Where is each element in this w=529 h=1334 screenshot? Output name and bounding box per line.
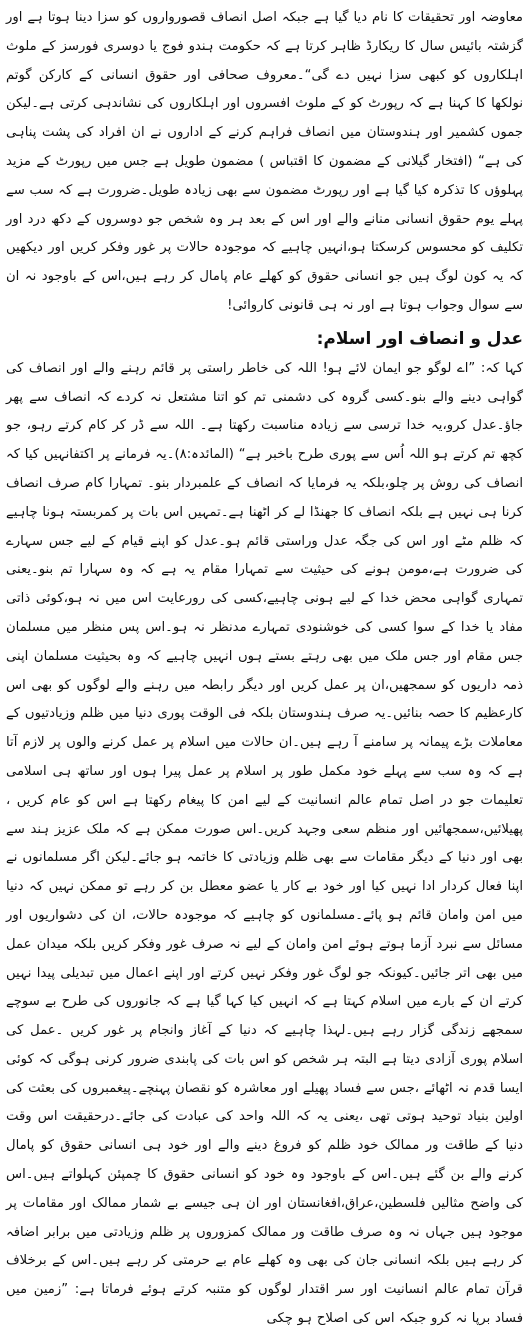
section-heading: عدل و انصاف اور اسلام: [316, 328, 523, 349]
article-paragraph-justice: کہا کہ: ”اے لوگو جو ایمان لائے ہو! اللہ کی خاطر راستی پر قائم رہنے والے اور انصاف کی گواہی دینے والے بنو۔کسی گروہ کی دشمنی تم کو اتنا مشتعل نہ کردے کہ انصاف سے پھر جاؤ۔عدل کرو،یہ خدا ترسی سے زیادہ مناسبت رکھتا ہے۔ اللہ سے ڈر کر کام کرتے رہو، جو کچھ تم کرتے ہو اللہ اُس سے پوری طرح باخبر ہے“ (المائدہ:۸)۔یہ فرمانے پر اکتفانہیں کیا کہ انصاف کی روش پر چلو،بلکہ یہ فرمایا کہ انصاف کے علمبردار بنو۔ تمہارا کام صرف انصاف کرنا ہی نہیں ہے بلکہ انصاف کا جھنڈا لے کر اٹھنا ہے۔تمہیں اس بات پر کمربستہ ہونا چاہیے کہ ظلم مٹے اور اس کی جگہ عدل وراستی قائم ہو۔عدل کو اپنے قیام کے لیے جس سہارے کی ضرورت ہے،مومن ہونے کی حیثیت سے تمہارا مقام یہ ہے کہ وہ سہارا تم بنو۔یعنی تمہاری گواہی محض خدا کے لیے ہونی چاہیے،کسی کی رورعایت اس میں نہ ہو،کوئی ذاتی مفاد یا خدا کے سوا کسی کی خوشنودی تمہارے مدنظر نہ ہو۔اس پس منظر میں مسلمان جس مقام اور جس ملک میں بھی رہتے بستے ہوں انہیں چاہیے کہ وہ بحیثیت مسلمان اپنی ذمہ داریوں کو سمجھیں،ان پر عمل کریں اور دیگر رابطہ میں رہنے والے لوگوں کو بھی اس کارعظیم کا حصہ بنائیں۔یہ صرف ہندوستان بلکہ فی الوقت پوری دنیا میں ظلم وزیادتیوں کے معاملات بڑے پیمانہ پر سامنے آ رہے ہیں۔ان حالات میں اسلام پر عمل کرنے والوں پر لازم آتا ہے کہ وہ سب سے پہلے خود مکمل طور پر اسلام پر عمل پیرا ہوں اور ساتھ ہی اسلامی تعلیمات جو در اصل تمام عالم انسانیت کے لیے امن کا پیغام رکھتا ہے اس کو عام کریں ، پھیلائیں،سمجھائیں اور منظم سعی وجہد کریں۔اس صورت ممکن ہے کہ ملک عزیز ہند سے بھی اور دنیا کے دیگر مقامات سے بھی ظلم وزیادتی کا خاتمہ ہو جائے۔لیکن اگر مسلمانوں نے اپنا فعال کردار ادا نہیں کیا اور خود بے کار یا عضو معطل بن کر رہے تو ممکن نہیں کہ دنیا میں امن وامان قائم ہو پائے۔مسلمانوں کو چاہیے کہ موجودہ حالات، ان کی دشواریوں اور مسائل سے نبرد آزما ہوتے ہوئے امن وامان کے لیے نہ صرف غور وفکر کریں بلکہ میدان عمل میں بھی اتر جائیں۔کیونکہ جو لوگ غور وفکر نہیں کرتے اور اپنے اعمال میں تبدیلی پیدا نہیں کرتے ان کے بارے میں اسلام کہتا ہے کہ انہیں کیا کہا گیا ہے کہ جانوروں کی طرح بے سوچے سمجھے زندگی گزار رہے ہیں۔لہذا چاہیے کہ دنیا کے آغاز وانجام پر غور کریں ۔عمل کی اسلام پوری آزادی دیتا ہے البتہ ہر شخص کو اس بات کی پابندی ضرور کرنی ہوگی کہ کوئی ایسا قدم نہ اٹھائے ،جس سے فساد پھیلے اور معاشرہ کو نقصان پہنچے۔پیغمبروں کی بعثت کی اولین بنیاد توحید ہوتی تھی ،یعنی یہ کہ اللہ واحد کی عبادت کی جائے۔درحقیقت اس وقت دنیا کے طاقت ور ممالک خود ظلم کو فروغ دینے والے اور خود ہی انسانی حقوق کو پامال کرنے والے بن گئے ہیں۔اس کے باوجود وہ خود کو انسانی حقوق کا چمپئن کہلواتے ہیں۔اس کی واضح مثالیں فلسطین،عراق،افغانستان اور ان ہی جیسے بے شمار ممالک اور مقامات پر موجود ہیں جہاں نہ وہ صرف طاقت ور ممالک کمزوروں پر ظلم وزیادتی میں برابر اضافہ کر رہے ہیں بلکہ انسانی جان کی بھی وہ کھلے عام بے حرمتی کر رہے ہیں۔اس کے برخلاف قرآن تمام عالم انسانیت اور سر اقتدار لوگوں کو متنبہ کرتے ہوئے فرماتا ہے: ”زمین میں فساد برپا نہ کرو جبکہ اس کی اصلاح ہو چکی [6, 360, 523, 1327]
article-paragraph-intro: معاوضہ اور تحقیقات کا نام دیا گیا ہے جبکہ اصل انصاف قصورواروں کو سزا دینا ہوتا ہے اور گزشتہ بائیس سال کا ریکارڈ ظاہر کرتا ہے کہ حکومت ہندو فوج یا دوسری فورسز کے ملوث اہلکاروں کو کبھی سزا نہیں دے گی“۔معروف صحافی اور حقوق انسانی کے کارکن گوتم نولکھا کا کہنا ہے کہ رپورٹ کو کے ملوث افسروں اور اہلکاروں کی نشاندہی کرتی ہے۔لیکن جموں کشمیر اور ہندوستان میں انصاف فراہم کرنے کے اداروں نے ان افراد کی پشت پناہی کی ہے“ (افتخار گیلانی کے مضمون کا اقتباس ) مضمون طویل ہے جس میں رپورٹ کے مزید پہلوؤں کا تذکرہ کیا گیا ہے اور رپورٹ مضمون سے بھی زیادہ طویل۔ضرورت ہے کہ سب سے پہلے یوم حقوق انسانی منانے والے اور اس کے بعد ہر وہ شخص جو دوسروں کے دکھ درد اور تکلیف کو محسوس کرسکتا ہو،انہیں چاہیے کہ موجودہ حالات پر غور وفکر کریں اور دیکھیں کہ یہ کون لوگ ہیں جو انسانی حقوق کو کھلے عام پامال کر رہے ہیں،اس کے باوجود نہ ان سے سوال وجواب ہوتا ہے اور نہ ہی قانونی کاروائی! [6, 10, 523, 313]
